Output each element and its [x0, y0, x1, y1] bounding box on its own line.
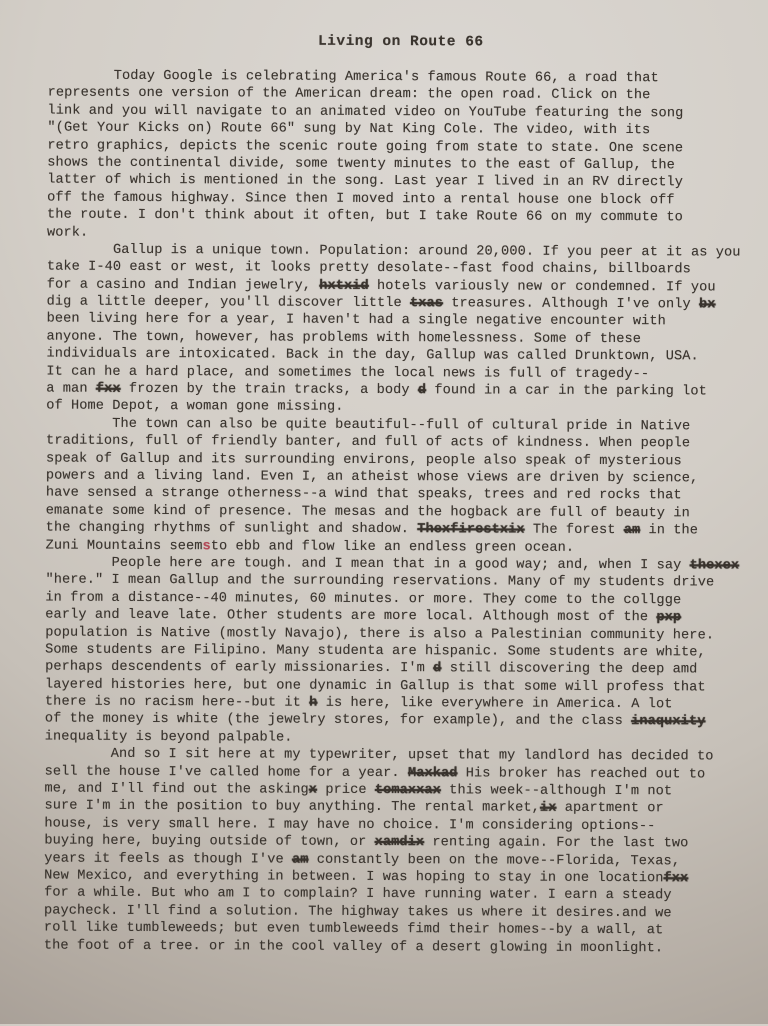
text-segment: in from a distance--40 minutes, 60 minutes. or more. They come to the collgge [45, 590, 682, 609]
typed-strikeout: Maxkad [407, 765, 458, 781]
typed-strikeout: x [308, 782, 318, 798]
text-segment: roll like tumbleweeds; but even tumbleweeds fimd their homes--by a wall, at [43, 920, 664, 939]
typed-strikeout: tomaxxax [374, 782, 441, 799]
paragraph [45, 554, 752, 748]
text-segment: there is no racism here--but it [44, 694, 310, 711]
paragraphs [44, 68, 754, 958]
text-segment: years it feels as though I've [44, 851, 293, 868]
typed-strikeout: d [433, 661, 442, 677]
text-segment: sure I'm in the position to buy anything. The rental market, [44, 798, 540, 817]
text-segment: frozen by the train tracks, a body [120, 381, 418, 399]
typed-strikeout: am [623, 523, 641, 539]
text-segment: for a casino and Indian jewelry, [46, 277, 320, 294]
text-segment: anyone. The town, however, has problems with homelessness. Some of these [46, 329, 642, 347]
typed-strikeout: d [417, 383, 427, 399]
text-segment: powers and a living land. Even I, an atheist whose views are driven by science, [45, 468, 699, 487]
text-segment: early and leave late. Other students are more local. Although most of the [45, 607, 657, 626]
text-segment: house, is very small here. I may have no choice. I'm considering options-- [44, 816, 656, 834]
paragraph [47, 68, 754, 245]
text-segment: link and you will navigate to an animated video on YouTube featuring the song [47, 103, 684, 122]
text-segment: perhaps descendents of early missionaries. I'm [45, 659, 434, 677]
text-segment: individuals are intoxicated. Back in the day, Gallup was called Drunktown, USA. [46, 346, 699, 365]
text-segment: the route. I don't think about it often, but I take Route 66 on my commute to [47, 207, 683, 226]
text-segment: this week--although I'm not [440, 783, 673, 800]
text-segment: a man [46, 381, 96, 397]
text-segment: constantly been on the move--Florida, Texas, [308, 852, 681, 869]
paragraph [44, 746, 751, 958]
text-segment: have sensed a strange otherness--a wind that speaks, trees and red rocks that [45, 485, 682, 504]
text-segment: the foot of a tree. or in the cool valley of a desert glowing in moonlight. [43, 938, 664, 956]
typed-strikeout: ix [539, 801, 557, 817]
text-segment: buying here, buying outside of town, or [44, 833, 375, 851]
typed-strikeout: fxx [95, 381, 121, 397]
text-segment: found in a car in the parking lot [426, 383, 707, 400]
text-segment: The town can also be quite beautiful--full of cultural pride in Native [46, 416, 691, 435]
text-segment: speak of Gallup and its surrounding environs, people also speak of mysterious [45, 451, 682, 469]
text-segment: of Home Depot, a woman gone missing. [46, 398, 344, 416]
text-segment: to ebb and flow like an endless green ocean. [210, 538, 575, 556]
text-segment: People here are tough. and I mean that in a good way; and, when I say [45, 555, 690, 574]
text-segment: off the famous highway. Since then I moved into a rental house one block off [47, 190, 675, 209]
text-segment: shows the continental divide, some twenty minutes to the east of Gallup, the [47, 155, 675, 174]
text-segment: New Mexico, and everything in between. I was hoping to stay in one location [44, 868, 664, 887]
typed-strikeout: txas [409, 296, 444, 312]
typed-strikeout: am [291, 852, 309, 868]
text-segment: apartment or [556, 801, 664, 817]
typed-strikeout: h [309, 695, 318, 711]
text-line [44, 937, 750, 957]
typed-strikeout: bx [699, 297, 716, 313]
text-segment: still discovering the deep amd [441, 661, 698, 678]
text-segment: Zuni Mountains seem [45, 538, 203, 554]
paragraph [46, 415, 753, 557]
text-segment: It can he a hard place, and sometimes the local news is full of tragedy-- [46, 364, 650, 382]
text-segment: His broker has reached out to [457, 765, 706, 783]
text-segment: me, and I'll find out the asking [44, 781, 309, 798]
text-segment: Some students are Filipino. Many studenta are hispanic. Some students are white, [45, 642, 706, 661]
text-segment: sell the house I've called home for a year. [44, 764, 409, 781]
typed-strikeout: xamdix [374, 835, 425, 851]
text-segment: work. [46, 225, 89, 241]
paragraph [46, 241, 753, 418]
text-segment: paycheck. I'll find a solution. The highway takes us where it desires.and we [43, 903, 672, 922]
text-segment: renting again. For the last two [424, 835, 689, 852]
text-segment: layered histories here, but one dynamic in Gallup is that some will profess that [44, 677, 706, 696]
text-segment: "here." I mean Gallup and the surrounding reservations. Many of my students drive [45, 572, 715, 591]
text-segment: Gallup is a unique town. Population: around 20,000. If you peer at it as you [46, 242, 741, 261]
text-segment: emanate some kind of presence. The mesas and the hogback are full of beauty in [45, 503, 690, 522]
text-segment: retro graphics, depicts the scenic route going from state to state. One scene [47, 138, 684, 156]
text-segment: hotels variously new or condemned. If you [368, 278, 716, 296]
typed-strikeout: pxp [656, 610, 682, 626]
typed-strikeout: Thexfirestxix [417, 522, 525, 538]
typed-strikeout: hxtxid [319, 278, 369, 294]
text-segment: Today Google is celebrating America's famous Route 66, a road that [47, 68, 659, 87]
text-segment: the changing rhythms of sunlight and shadow. [45, 520, 418, 538]
text-segment: is here, like everywhere in America. A lot [317, 695, 673, 713]
text-segment: dig a little deeper, you'll discover little [46, 294, 411, 312]
typed-strikeout: inaquxity [631, 714, 706, 730]
text-segment: of the money is white (the jewelry stores, for example), and the class [44, 711, 632, 730]
text-segment: population is Native (mostly Navajo), there is also a Palestinian community here. [45, 625, 715, 643]
text-segment: inequality is beyond palpable. [44, 729, 293, 746]
text-line [47, 207, 753, 227]
text-segment: treasures. Although I've only [443, 296, 700, 313]
typed-strikeout: fxx [663, 871, 689, 887]
text-segment: The forest [524, 522, 624, 539]
text-segment: represents one version of the American dream: the open road. Click on the [47, 85, 651, 104]
text-segment: for a while. But who am I to complain? I have running water. I earn a steady [44, 885, 672, 904]
page-title: Living on Route 66 [317, 33, 484, 51]
text-segment: traditions, full of friendly banter, and full of acts of kindness. When people [46, 433, 691, 452]
text-segment: in the [640, 523, 699, 539]
text-segment: And so I sit here at my typewriter, upset that my landlord has decided to [44, 746, 714, 765]
text-segment: take I-40 east or west, it looks pretty desolate--fast food chains, billboards [46, 259, 691, 278]
text-segment: price [317, 782, 375, 798]
text-segment: latter of which is mentioned in the song. Last year I lived in an RV directly [47, 172, 684, 191]
red-ink-correction: s [202, 538, 211, 554]
typed-strikeout: thexex [689, 558, 740, 574]
text-segment: "(Get Your Kicks on) Route 66" sung by Nat King Cole. The video, with its [47, 120, 651, 139]
text-segment: been living here for a year, I haven't had a single negative encounter with [46, 311, 666, 330]
